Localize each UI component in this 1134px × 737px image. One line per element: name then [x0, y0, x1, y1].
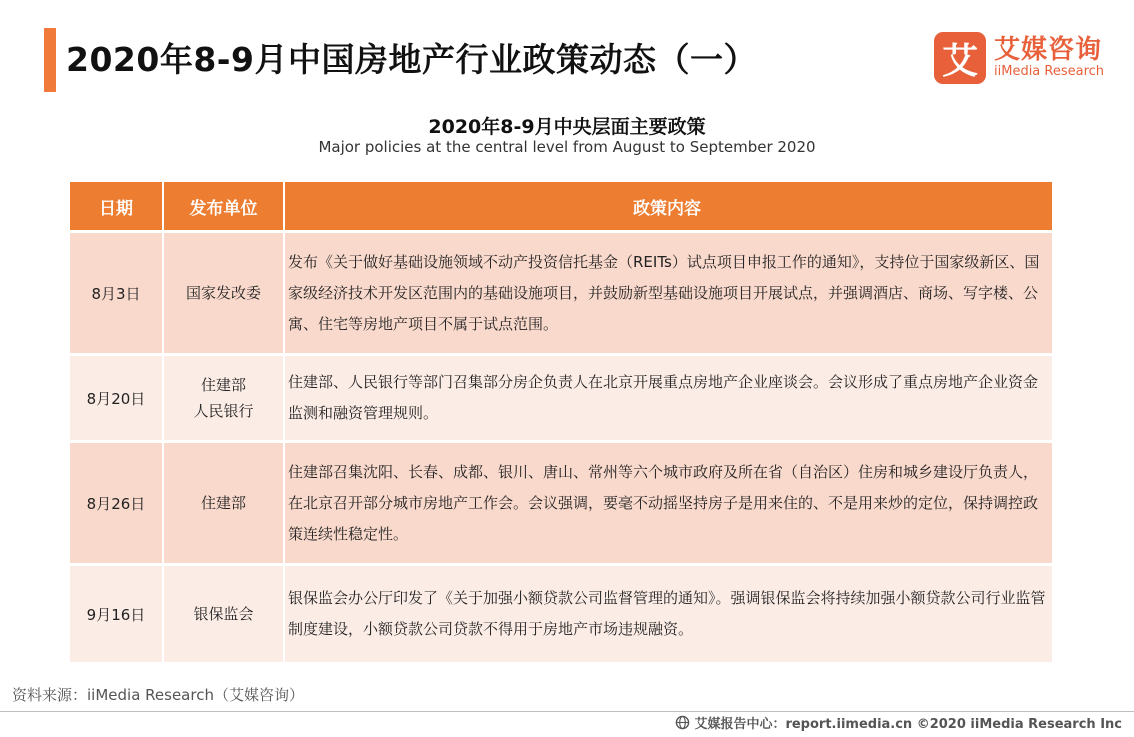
row-content-text: 发布《关于做好基础设施领域不动产投资信托基金（REITs）试点项目申报工作的通知》，支持位于国家级新区、国家级经济技术开发区范围内的基础设施项目，并鼓励新型基础设施项目开展试点，并强调酒店、商场、写字楼、公寓、住宅等房地产项目不属于试点范围。 [288, 252, 1040, 333]
header-content: 政策内容 [285, 182, 1052, 230]
row-content [285, 566, 1052, 662]
source-note: 资料来源：iiMedia Research（艾媒咨询） [12, 686, 304, 704]
row-date: 9月16日 [70, 566, 164, 662]
globe-icon [675, 715, 690, 730]
logo-mark-icon: 艾 [934, 32, 986, 84]
table-row [70, 440, 1052, 563]
row-org-line: 人民银行 [193, 402, 254, 420]
row-content [285, 443, 1052, 563]
logo-en: iiMedia Research [994, 64, 1105, 79]
footer-divider [0, 711, 1134, 712]
row-org [164, 566, 285, 662]
row-date: 8月26日 [70, 443, 164, 563]
row-content-text: 住建部召集沈阳、长春、成都、银川、唐山、常州等六个城市政府及所在省（自治区）住房和城乡建设厅负责人，在北京召开部分城市房地产工作会。会议强调，要毫不动摇坚持房子是用来住的、不是用来炒的定位，保持调控政策连续性稳定性。 [288, 462, 1039, 543]
row-org [164, 443, 285, 563]
header-date: 日期 [70, 182, 164, 230]
table-header-row [70, 182, 1052, 230]
table-row [70, 230, 1052, 353]
subtitle-cn: 2020年8-9月中央层面主要政策 [428, 116, 706, 138]
row-org-line: 住建部 [200, 376, 246, 394]
row-org [164, 356, 285, 440]
title-accent-bar [44, 28, 56, 92]
logo-cn: 艾媒咨询 [994, 35, 1103, 65]
footer-text: 艾媒报告中心：report.iimedia.cn ©2020 iiMedia Research Inc [694, 717, 1122, 732]
row-content-text: 银保监会办公厅印发了《关于加强小额贷款公司监督管理的通知》。强调银保监会将持续加强小额贷款公司行业监管制度建设，小额贷款公司贷款不得用于房地产市场违规融资。 [288, 589, 1046, 638]
row-content-text: 住建部、人民银行等部门召集部分房企负责人在北京开展重点房地产企业座谈会。会议形成了重点房地产企业资金监测和融资管理规则。 [288, 373, 1039, 422]
row-date: 8月20日 [70, 356, 164, 440]
policy-table [70, 182, 1052, 662]
table-row [70, 353, 1052, 440]
row-content [285, 356, 1052, 440]
row-org [164, 233, 285, 353]
page-title: 2020年8-9月中国房地产行业政策动态（一） [66, 40, 757, 79]
row-org-line: 住建部 [200, 494, 246, 512]
row-org-line: 国家发改委 [185, 284, 261, 302]
row-org-line: 银保监会 [193, 605, 254, 623]
logo-text [994, 36, 1104, 80]
table-row [70, 563, 1052, 662]
footer [675, 713, 1122, 732]
row-content [285, 233, 1052, 353]
subtitle-en: Major policies at the central level from August to September 2020 [318, 138, 816, 156]
brand-logo [934, 32, 1104, 84]
row-date: 8月3日 [70, 233, 164, 353]
header-org: 发布单位 [164, 182, 285, 230]
